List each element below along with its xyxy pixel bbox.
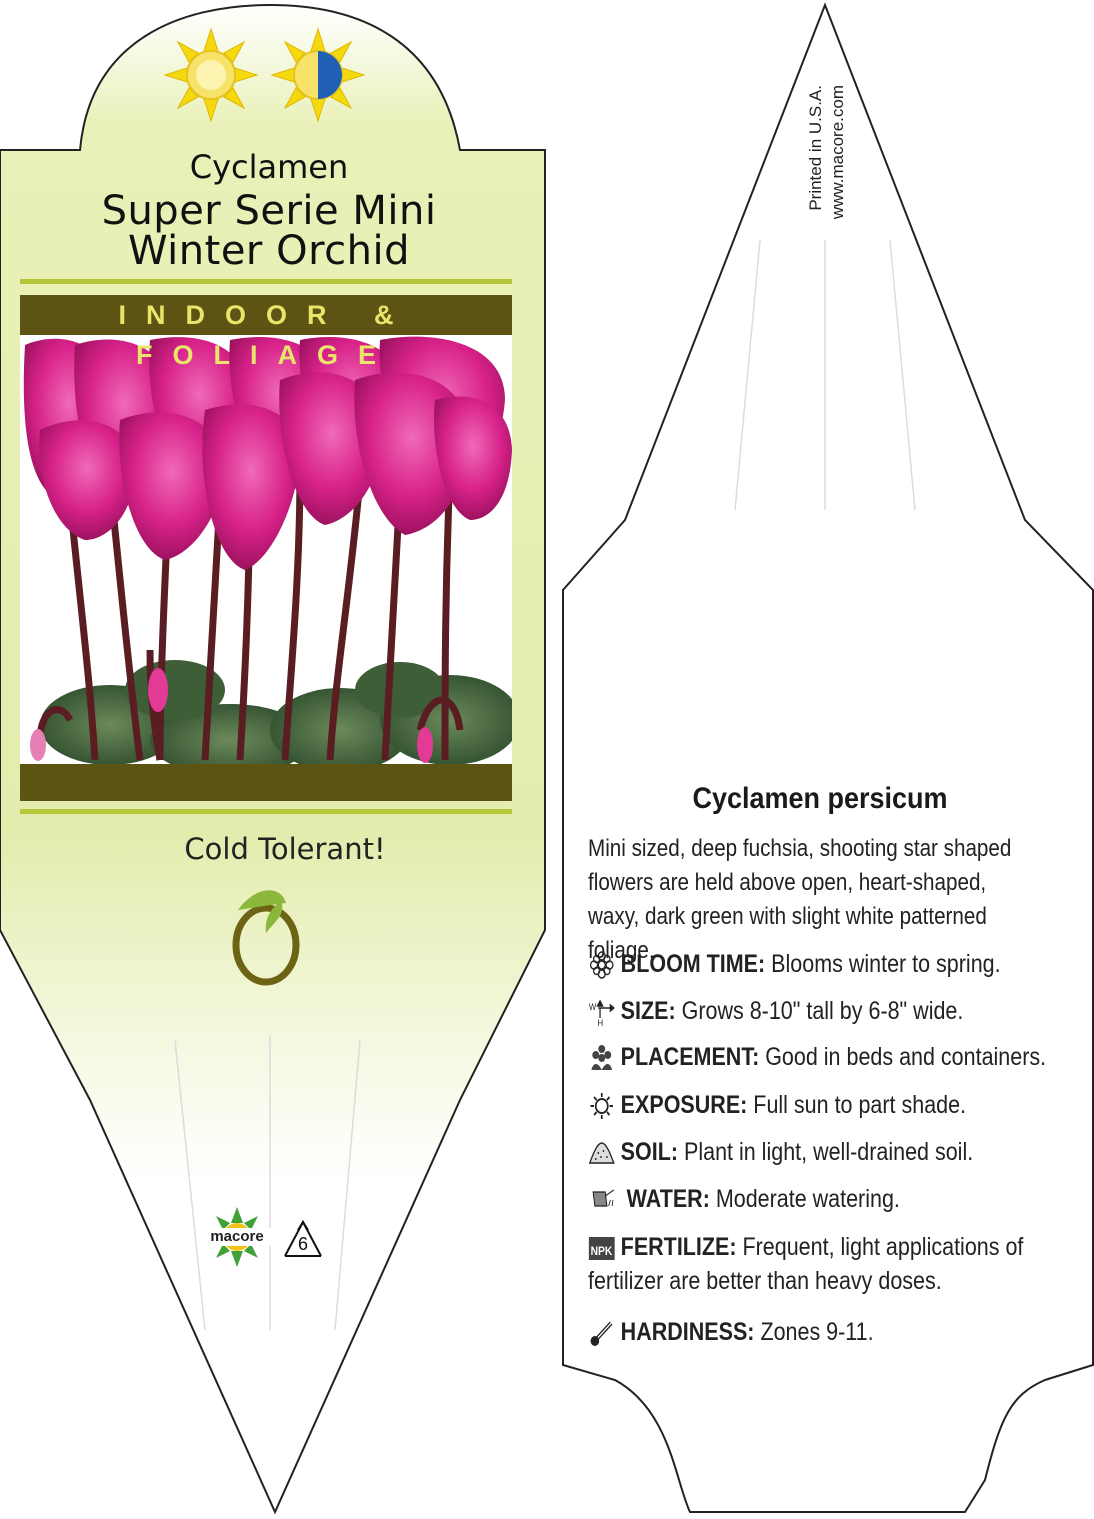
water-value: Moderate watering. [715, 1185, 900, 1213]
attr-fertilize-cont [588, 1267, 942, 1296]
fertilize-label: FERTILIZE: [620, 1233, 737, 1261]
full-sun-icon [165, 29, 257, 121]
soil-pile-icon [588, 1139, 616, 1167]
recycle-code: 6 [297, 1234, 308, 1254]
placement-label: PLACEMENT: [620, 1043, 760, 1071]
attr-water [588, 1185, 900, 1214]
svg-text:NPK: NPK [590, 1245, 613, 1259]
fertilize-value-2: fertilizer are better than heavy doses. [588, 1267, 942, 1295]
attr-fertilize [588, 1233, 1023, 1262]
fertilize-value: Frequent, light applications of [742, 1233, 1024, 1261]
bloom-time-value: Blooms winter to spring. [771, 950, 1001, 978]
attr-hardiness [588, 1318, 874, 1347]
size-arrows-icon [588, 998, 616, 1026]
photo-bottom-band [20, 764, 512, 801]
plant-description: Mini sized, deep fuchsia, shooting star shaped flowers are held above open, heart-shaped, waxy, dark green with slight white patterned foliage. [588, 835, 1012, 964]
plant-name-line2: Winter Orchid [128, 228, 410, 274]
printed-line1: Printed in U.S.A. [806, 85, 825, 211]
category-bar: INDOOR & FOLIAGE [20, 295, 512, 335]
hardiness-label: HARDINESS: [620, 1318, 755, 1346]
water-label: WATER: [626, 1185, 710, 1213]
attr-bloom-time [588, 950, 1001, 979]
exposure-value: Full sun to part shade. [753, 1091, 967, 1119]
botanical-name: Cyclamen persicum [692, 782, 948, 815]
hardiness-value: Zones 9-11. [760, 1318, 874, 1346]
size-value: Grows 8-10" tall by 6-8" wide. [681, 997, 964, 1025]
tagline: Cold Tolerant! [184, 832, 386, 866]
accent-line-bottom [20, 809, 512, 814]
exposure-label: EXPOSURE: [620, 1091, 748, 1119]
attr-soil [588, 1138, 973, 1167]
placement-value: Good in beds and containers. [765, 1043, 1047, 1071]
printed-info [805, 85, 855, 265]
svg-text:W: W [588, 1001, 597, 1013]
part-sun-icon [272, 29, 364, 121]
brand-text: macore [210, 1228, 264, 1245]
size-label: SIZE: [620, 997, 676, 1025]
attr-size [588, 997, 963, 1026]
accent-line-top [20, 279, 512, 284]
npk-icon [588, 1234, 616, 1262]
sun-outline-icon [588, 1092, 616, 1120]
bloom-time-label: BLOOM TIME: [620, 950, 766, 978]
soil-label: SOIL: [620, 1138, 679, 1166]
plants-icon [588, 1044, 616, 1072]
thermometer-icon [588, 1319, 616, 1347]
flower-icon [588, 951, 616, 979]
plant-genus: Cyclamen [189, 148, 349, 186]
soil-value: Plant in light, well-drained soil. [683, 1138, 974, 1166]
watering-can-icon [588, 1186, 616, 1214]
printed-line2: www.macore.com [828, 85, 847, 220]
attr-exposure [588, 1091, 966, 1120]
plant-name-line1: Super Serie Mini [101, 188, 437, 234]
svg-text:H: H [597, 1017, 604, 1027]
attr-placement [588, 1043, 1046, 1072]
plant-photo [20, 335, 520, 776]
